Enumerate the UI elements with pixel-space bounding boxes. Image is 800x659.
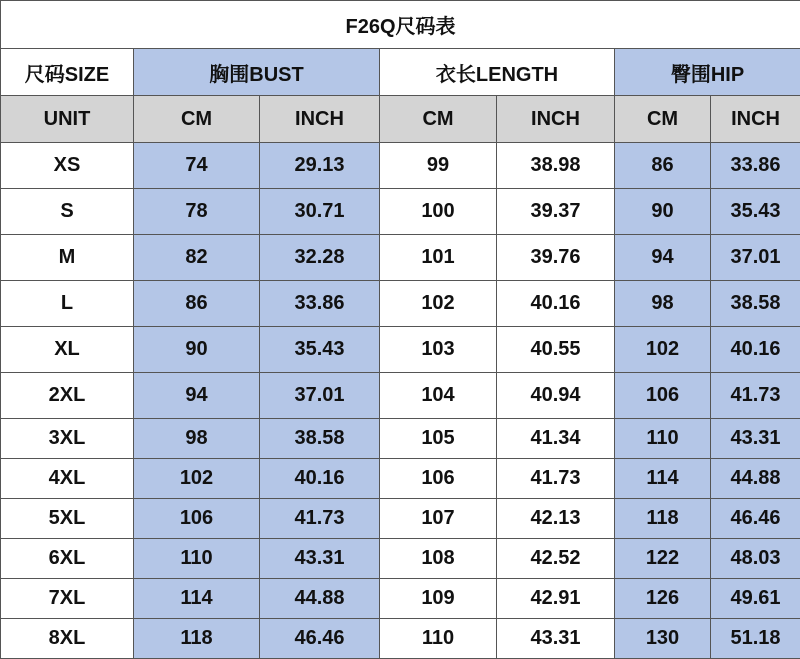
size-cell: 7XL (1, 579, 134, 619)
bust-inch-cell: 38.58 (260, 419, 380, 459)
hip-cm-cell: 130 (615, 619, 711, 659)
hip-inch-cell: 40.16 (711, 327, 800, 373)
length-inch-cell: 38.98 (497, 143, 615, 189)
table-row (1, 579, 800, 619)
hip-cm-cell: 118 (615, 499, 711, 539)
bust-inch-cell: 30.71 (260, 189, 380, 235)
chart-title: F26Q尺码表 (1, 1, 800, 49)
hip-cm-cell: 126 (615, 579, 711, 619)
hip-cm-cell: 102 (615, 327, 711, 373)
length-inch-cell: 42.13 (497, 499, 615, 539)
bust-inch-cell: 46.46 (260, 619, 380, 659)
hip-inch-cell: 33.86 (711, 143, 800, 189)
table-row (1, 189, 800, 235)
hip-cm-cell: 90 (615, 189, 711, 235)
bust-cm-cell: 106 (134, 499, 260, 539)
hip-cm-cell: 94 (615, 235, 711, 281)
size-chart-body (1, 1, 800, 659)
size-cell: 6XL (1, 539, 134, 579)
length-cm-cell: 100 (380, 189, 497, 235)
size-cell: 8XL (1, 619, 134, 659)
length-cm-cell: 101 (380, 235, 497, 281)
size-cell: XL (1, 327, 134, 373)
hip-cm-cell: 98 (615, 281, 711, 327)
size-header: 尺码SIZE (1, 49, 134, 96)
bust-cm-cell: 114 (134, 579, 260, 619)
length-inch-cell: 40.94 (497, 373, 615, 419)
hip-inch-cell: 49.61 (711, 579, 800, 619)
length-inch-cell: 39.37 (497, 189, 615, 235)
hip-cm-cell: 110 (615, 419, 711, 459)
size-cell: M (1, 235, 134, 281)
hip-cm-cell: 106 (615, 373, 711, 419)
bust-cm-cell: 118 (134, 619, 260, 659)
length-cm-cell: 110 (380, 619, 497, 659)
length-inch-cell: 42.52 (497, 539, 615, 579)
table-row (1, 327, 800, 373)
bust-inch-cell: 35.43 (260, 327, 380, 373)
length-inch-cell: 42.91 (497, 579, 615, 619)
bust-header: 胸围BUST (134, 49, 380, 96)
bust-inch-cell: 44.88 (260, 579, 380, 619)
bust-inch-cell: 41.73 (260, 499, 380, 539)
bust-cm-cell: 110 (134, 539, 260, 579)
bust-inch-cell: 37.01 (260, 373, 380, 419)
hip-inch-cell: 46.46 (711, 499, 800, 539)
length-inch-cell: 40.16 (497, 281, 615, 327)
bust-inch-cell: 29.13 (260, 143, 380, 189)
size-cell: L (1, 281, 134, 327)
hip-inch-cell: 51.18 (711, 619, 800, 659)
length-cm-cell: 105 (380, 419, 497, 459)
length-cm-cell: 107 (380, 499, 497, 539)
title-row (1, 1, 800, 49)
bust-inch-cell: 32.28 (260, 235, 380, 281)
table-row (1, 373, 800, 419)
bust-cm-cell: 94 (134, 373, 260, 419)
table-row (1, 419, 800, 459)
table-row (1, 143, 800, 189)
length-inch-cell: 39.76 (497, 235, 615, 281)
hip-inch-cell: 44.88 (711, 459, 800, 499)
hip-header: 臀围HIP (615, 49, 800, 96)
table-row (1, 539, 800, 579)
size-cell: 4XL (1, 459, 134, 499)
table-row (1, 619, 800, 659)
table-row (1, 499, 800, 539)
length-cm-cell: 109 (380, 579, 497, 619)
length-cm-cell: 108 (380, 539, 497, 579)
measurement-header-row (1, 49, 800, 96)
length-cm-cell: 106 (380, 459, 497, 499)
bust-cm-cell: 74 (134, 143, 260, 189)
length-cm-unit: CM (380, 96, 497, 143)
bust-cm-cell: 82 (134, 235, 260, 281)
size-cell: XS (1, 143, 134, 189)
hip-inch-cell: 37.01 (711, 235, 800, 281)
bust-cm-cell: 102 (134, 459, 260, 499)
bust-cm-unit: CM (134, 96, 260, 143)
length-inch-cell: 41.73 (497, 459, 615, 499)
size-cell: 2XL (1, 373, 134, 419)
size-cell: 3XL (1, 419, 134, 459)
unit-row (1, 96, 800, 143)
length-cm-cell: 103 (380, 327, 497, 373)
length-inch-cell: 43.31 (497, 619, 615, 659)
length-inch-unit: INCH (497, 96, 615, 143)
bust-cm-cell: 90 (134, 327, 260, 373)
bust-inch-cell: 33.86 (260, 281, 380, 327)
length-inch-cell: 41.34 (497, 419, 615, 459)
hip-cm-cell: 114 (615, 459, 711, 499)
bust-inch-cell: 40.16 (260, 459, 380, 499)
bust-inch-cell: 43.31 (260, 539, 380, 579)
bust-cm-cell: 78 (134, 189, 260, 235)
size-cell: S (1, 189, 134, 235)
hip-cm-unit: CM (615, 96, 711, 143)
hip-inch-cell: 48.03 (711, 539, 800, 579)
table-row (1, 235, 800, 281)
hip-inch-unit: INCH (711, 96, 800, 143)
bust-inch-unit: INCH (260, 96, 380, 143)
length-cm-cell: 102 (380, 281, 497, 327)
table-row (1, 459, 800, 499)
length-inch-cell: 40.55 (497, 327, 615, 373)
hip-inch-cell: 35.43 (711, 189, 800, 235)
length-header: 衣长LENGTH (380, 49, 615, 96)
hip-inch-cell: 38.58 (711, 281, 800, 327)
bust-cm-cell: 86 (134, 281, 260, 327)
hip-cm-cell: 122 (615, 539, 711, 579)
size-cell: 5XL (1, 499, 134, 539)
length-cm-cell: 104 (380, 373, 497, 419)
hip-cm-cell: 86 (615, 143, 711, 189)
table-row (1, 281, 800, 327)
length-cm-cell: 99 (380, 143, 497, 189)
hip-inch-cell: 43.31 (711, 419, 800, 459)
hip-inch-cell: 41.73 (711, 373, 800, 419)
unit-label: UNIT (1, 96, 134, 143)
bust-cm-cell: 98 (134, 419, 260, 459)
